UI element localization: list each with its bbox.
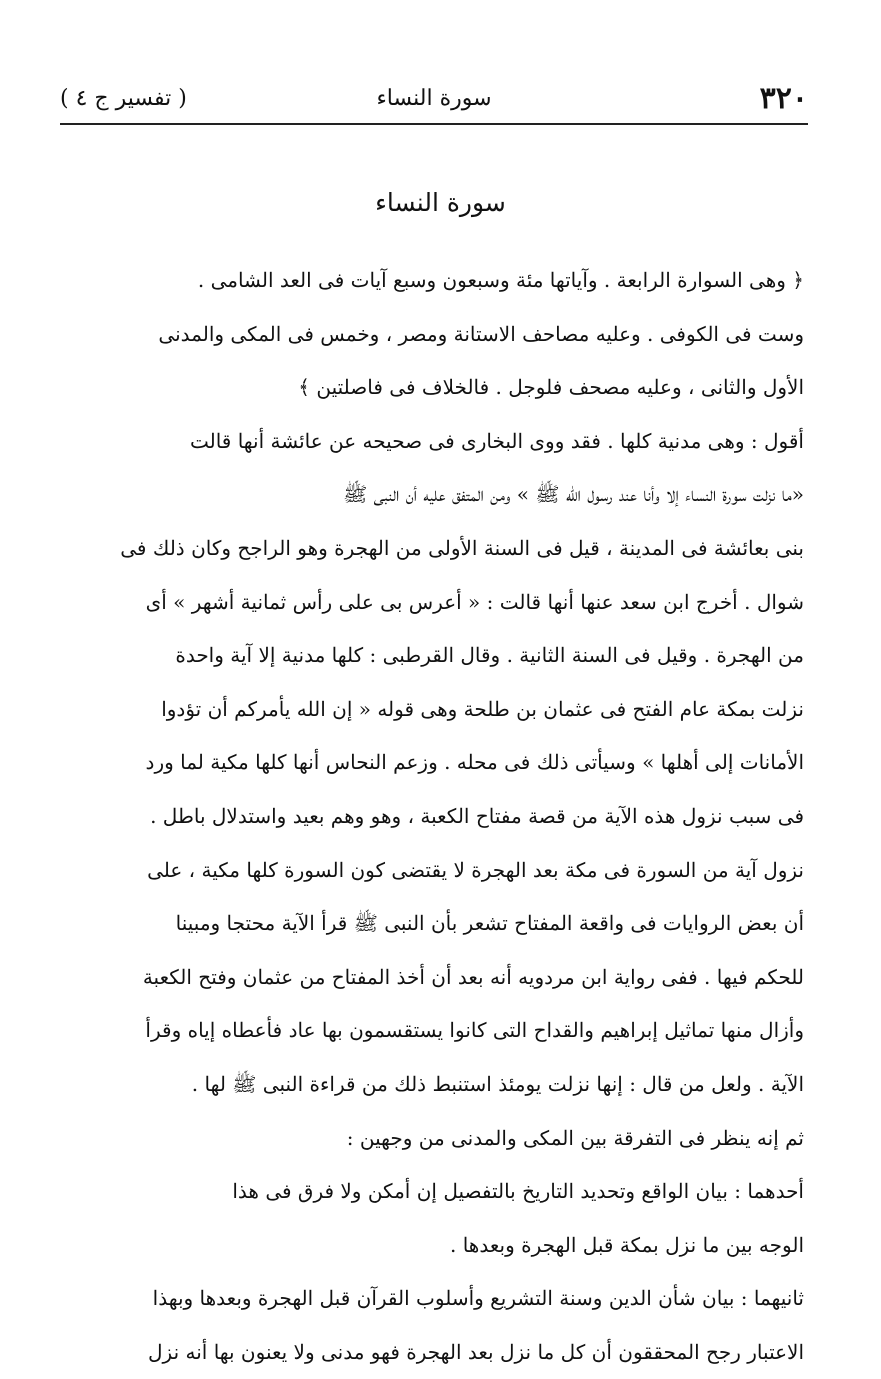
text-line: نزول آية من السورة فى مكة بعد الهجرة لا يقتضى كون السورة كلها مكية ، على xyxy=(147,857,804,882)
header-surah-name: سورة النساء xyxy=(376,85,492,111)
text-line: فى سبب نزول هذه الآية من قصة مفتاح الكعبة ، وهو وهم بعيد واستدلال باطل . xyxy=(150,803,804,828)
body-text xyxy=(72,254,804,1379)
text-line: الآية . ولعل من قال : إنها نزلت يومئذ استنبط ذلك من قراءة النبى ﷺ لها . xyxy=(191,1071,804,1096)
text-line: من الهجرة . وقيل فى السنة الثانية . وقال القرطبى : كلها مدنية إلا آية واحدة xyxy=(175,643,804,668)
text-line: بنى بعائشة فى المدينة ، قيل فى السنة الأولى من الهجرة وهو الراجح وكان ذلك فى xyxy=(120,535,804,560)
text-line: أحدهما : بيان الواقع وتحديد التاريخ بالتفصيل إن أمكن ولا فرق فى هذا xyxy=(232,1179,804,1204)
header-volume-label: ( تفسير ج ٤ ) xyxy=(60,85,187,111)
text-line: الأمانات إلى أهلها » وسيأتى ذلك فى محله . وزعم النحاس أنها كلها مكية لما ورد xyxy=(145,750,804,775)
text-line: للحكم فيها . ففى رواية ابن مردويه أنه بعد أن أخذ المفتاح من عثمان وفتح الكعبة xyxy=(142,964,804,989)
text-line: «ما نزلت سورة النساء إلا وأنا عند رسول الله ﷺ » ومن المتفق عليه أن النبى ﷺ xyxy=(343,482,804,507)
surah-title: سورة النساء xyxy=(375,188,506,217)
text-line: ﴿ وهى السوارة الرابعة . وآياتها مئة وسبعون وسبع آيات فى العد الشامى . xyxy=(197,268,804,292)
text-line: وست فى الكوفى . وعليه مصاحف الاستانة ومصر ، وخمس فى المكى والمدنى xyxy=(158,321,804,346)
text-line: أقول : وهى مدنية كلها . فقد ووى البخارى فى صحيحه عن عائشة أنها قالت xyxy=(189,428,804,453)
text-line: الأول والثانى ، وعليه مصحف فلوجل . فالخلاف فى فاصلتين ﴾ xyxy=(298,375,804,400)
text-line: ثم إنه ينظر فى التفرقة بين المكى والمدنى من وجهين : xyxy=(346,1125,804,1150)
text-line: نزلت بمكة عام الفتح فى عثمان بن طلحة وهى قوله « إن الله يأمركم أن تؤدوا xyxy=(161,696,804,721)
text-line: الاعتبار رجح المحققون أن كل ما نزل بعد الهجرة فهو مدنى ولا يعنون بها أنه نزل xyxy=(148,1339,804,1364)
text-line: ثانيهما : بيان شأن الدين وسنة التشريع وأسلوب القرآن قبل الهجرة وبعدها وبهذا xyxy=(152,1286,804,1311)
header-rule xyxy=(60,123,808,125)
text-line: وأزال منها تماثيل إبراهيم والقداح التى كانوا يستقسمون بها عاد فأعطاه إياه وقرأ xyxy=(145,1018,804,1043)
page-number: ٣٢٠ xyxy=(759,80,808,116)
page-header xyxy=(60,78,808,118)
text-line: الوجه بين ما نزل بمكة قبل الهجرة وبعدها . xyxy=(450,1232,804,1257)
text-line: شوال . أخرج ابن سعد عنها أنها قالت : « أعرس بى على رأس ثمانية أشهر » أى xyxy=(145,589,804,614)
text-line: أن بعض الروايات فى واقعة المفتاح تشعر بأن النبى ﷺ قرأ الآية محتجا ومبينا xyxy=(175,911,804,936)
